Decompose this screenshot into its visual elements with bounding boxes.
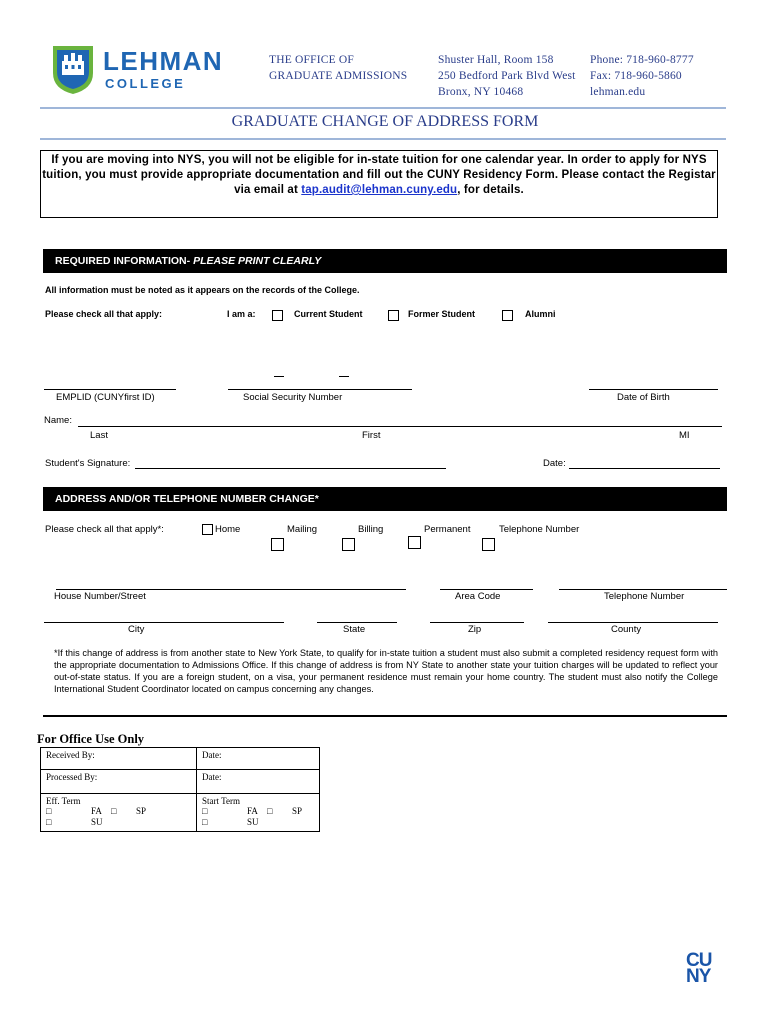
first-name-label: First bbox=[362, 430, 381, 441]
home-label: Home bbox=[215, 524, 241, 535]
office-use-heading: For Office Use Only bbox=[37, 732, 145, 746]
city-field[interactable] bbox=[44, 622, 284, 623]
received-date-cell[interactable]: Date: bbox=[197, 748, 320, 770]
start-term-box-2[interactable]: □ bbox=[267, 806, 273, 816]
house-street-label: House Number/Street bbox=[54, 591, 146, 602]
former-student-label: Former Student bbox=[408, 309, 476, 319]
eff-term-box-3[interactable]: □ bbox=[46, 817, 52, 827]
header-rule-bottom bbox=[40, 138, 726, 140]
ssn-field[interactable] bbox=[228, 389, 412, 390]
ssn-label: Social Security Number bbox=[243, 392, 343, 403]
zip-field[interactable] bbox=[430, 622, 524, 623]
telephone-checkbox[interactable] bbox=[482, 538, 495, 551]
lehman-logo bbox=[50, 43, 230, 95]
name-field[interactable] bbox=[78, 426, 722, 427]
office-use-table bbox=[40, 747, 320, 832]
processed-date-cell[interactable]: Date: bbox=[197, 770, 320, 794]
registrar-email-link[interactable]: tap.audit@lehman.cuny.edu bbox=[301, 184, 458, 196]
office-name: THE OFFICE OF GRADUATE ADMISSIONS bbox=[269, 54, 408, 82]
county-field[interactable] bbox=[548, 622, 718, 623]
eff-term-cell: Eff. Term □ FA □ SP □ SU bbox=[41, 794, 197, 832]
office-contact: Phone: 718-960-8777 Fax: 718-960-5860 lehman.edu bbox=[590, 54, 694, 98]
eff-term-box-1[interactable]: □ bbox=[46, 806, 52, 816]
telephone-field[interactable] bbox=[559, 589, 727, 590]
current-student-checkbox[interactable] bbox=[272, 310, 283, 321]
start-term-box-1[interactable]: □ bbox=[202, 806, 208, 816]
logo-name: LEHMAN bbox=[103, 46, 224, 76]
telephone-label: Telephone Number bbox=[604, 591, 685, 602]
section-divider bbox=[43, 715, 727, 717]
signature-field[interactable] bbox=[135, 468, 446, 469]
signature-date-label: Date: bbox=[543, 458, 566, 469]
alumni-checkbox[interactable] bbox=[502, 310, 513, 321]
header-rule-top bbox=[40, 107, 726, 109]
billing-label: Billing bbox=[358, 524, 384, 535]
house-street-field[interactable] bbox=[56, 589, 406, 590]
i-am-a-label: I am a: bbox=[227, 309, 256, 319]
last-name-label: Last bbox=[90, 430, 108, 441]
signature-date-field[interactable] bbox=[569, 468, 720, 469]
state-label: State bbox=[343, 624, 366, 635]
alumni-label: Alumni bbox=[525, 309, 556, 319]
emplid-label: EMPLID (CUNYfirst ID) bbox=[56, 392, 155, 403]
city-label: City bbox=[128, 624, 145, 635]
start-term-box-3[interactable]: □ bbox=[202, 817, 208, 827]
signature-label: Student's Signature: bbox=[45, 458, 131, 469]
received-by-cell[interactable]: Received By: bbox=[41, 748, 197, 770]
dob-field[interactable] bbox=[589, 389, 718, 390]
mailing-checkbox[interactable] bbox=[271, 538, 284, 551]
middle-initial-label: MI bbox=[679, 430, 690, 441]
logo-sub: COLLEGE bbox=[105, 76, 186, 91]
check-all-label: Please check all that apply: bbox=[45, 309, 163, 319]
permanent-label: Permanent bbox=[424, 524, 471, 535]
permanent-checkbox[interactable] bbox=[408, 536, 421, 549]
emplid-field[interactable] bbox=[44, 389, 176, 390]
processed-by-cell[interactable]: Processed By: bbox=[41, 770, 197, 794]
required-info-bar: REQUIRED INFORMATION- PLEASE PRINT CLEARLY bbox=[43, 249, 727, 273]
home-checkbox[interactable] bbox=[202, 524, 213, 535]
area-code-field[interactable] bbox=[440, 589, 533, 590]
form-title: GRADUATE CHANGE OF ADDRESS FORM bbox=[231, 113, 539, 130]
former-student-checkbox[interactable] bbox=[388, 310, 399, 321]
start-term-cell: Start Term □ FA □ SP □ SU bbox=[197, 794, 320, 832]
eff-term-box-2[interactable]: □ bbox=[111, 806, 117, 816]
telephone-number-option-label: Telephone Number bbox=[499, 524, 580, 535]
ssn-dash-2 bbox=[339, 376, 349, 377]
zip-label: Zip bbox=[468, 624, 482, 635]
office-address: Shuster Hall, Room 158 250 Bedford Park Blvd West Bronx, NY 10468 bbox=[438, 54, 576, 98]
dob-label: Date of Birth bbox=[617, 392, 670, 403]
lehman-shield-icon bbox=[50, 43, 96, 95]
records-note: All information must be noted as it appears on the records of the College. bbox=[45, 285, 360, 295]
area-code-label: Area Code bbox=[455, 591, 501, 602]
nys-tuition-notice: If you are moving into NYS, you will not be eligible for in-state tuition for one calendar year. In order to apply for NYS tuition, you must provide appropriate documentation and fill out the CUNY Residency Form. Please contact the Registar via email at tap.audit@lehman.cuny.edu, for details. bbox=[40, 150, 718, 218]
current-student-label: Current Student bbox=[294, 309, 363, 319]
address-change-bar: ADDRESS AND/OR TELEPHONE NUMBER CHANGE* bbox=[43, 487, 727, 511]
billing-checkbox[interactable] bbox=[342, 538, 355, 551]
cuny-logo: CU NY bbox=[686, 950, 712, 987]
address-check-all-label: Please check all that apply*: bbox=[45, 524, 164, 535]
ssn-dash-1 bbox=[274, 376, 284, 377]
county-label: County bbox=[611, 624, 642, 635]
residency-footnote: *If this change of address is from another state to New York State, to qualify for in-state tuition a student must also submit a completed residency request form with the appropriate documentation to Admissions Office. If this change of address is from NY State to another state your tuition charges will be updated to reflect your out-of-state status. If you are a foreign student, on a visa, your permanent residence must remain your home country. The student must also notify the College International Student Coordinator located on campus concerning any changes. bbox=[54, 648, 718, 694]
name-label: Name: bbox=[44, 415, 72, 426]
mailing-label: Mailing bbox=[287, 524, 318, 535]
state-field[interactable] bbox=[317, 622, 397, 623]
